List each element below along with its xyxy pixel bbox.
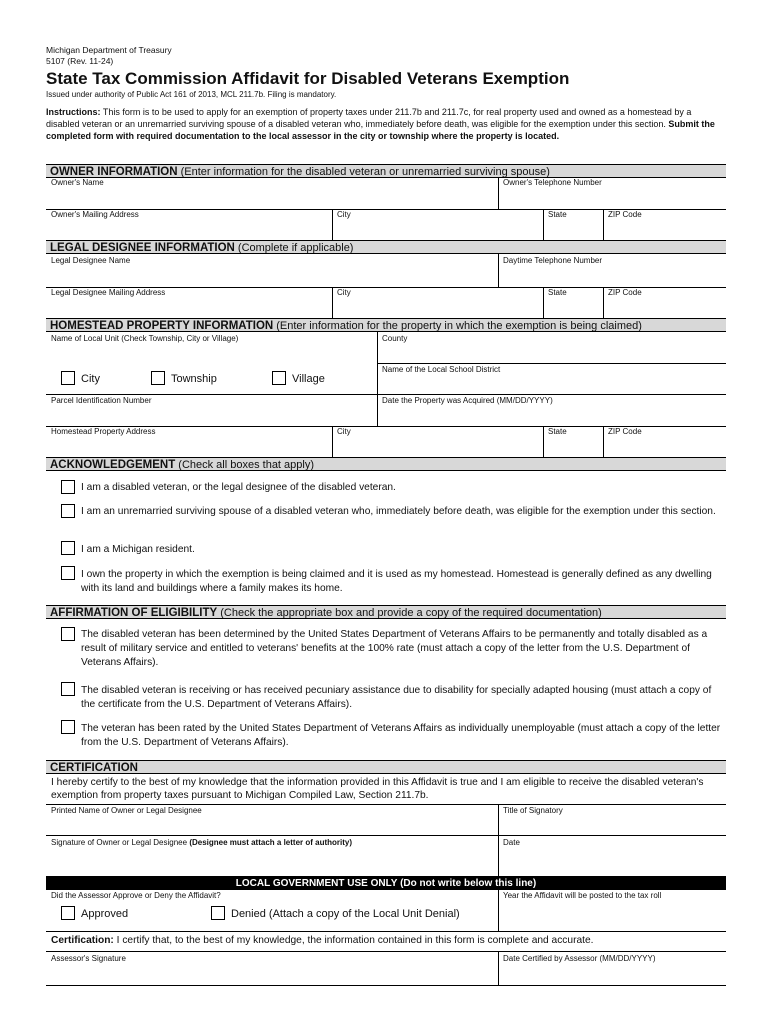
homestead-zip-label: ZIP Code <box>608 427 642 436</box>
agency-name: Michigan Department of Treasury <box>46 45 172 55</box>
designee-city-label: City <box>337 288 351 297</box>
school-district-label: Name of the Local School District <box>382 365 501 374</box>
printed-name-label: Printed Name of Owner or Legal Designee <box>51 806 202 815</box>
local-unit-label: Name of Local Unit (Check Township, City or Village) <box>51 334 239 343</box>
owner-city-label: City <box>337 210 351 219</box>
homestead-address-field[interactable] <box>46 437 332 456</box>
designee-phone-label: Daytime Telephone Number <box>503 256 603 265</box>
designee-section-header: LEGAL DESIGNEE INFORMATION (Complete if applicable) <box>46 240 726 254</box>
homestead-zip-field[interactable] <box>605 437 726 456</box>
owner-state-label: State <box>548 210 567 219</box>
school-district-field[interactable] <box>379 375 726 394</box>
homestead-state-field[interactable] <box>545 437 602 456</box>
designee-state-label: State <box>548 288 567 297</box>
printed-name-field[interactable] <box>46 816 498 834</box>
page-title: State Tax Commission Affidavit for Disabled Veterans Exemption <box>46 69 570 88</box>
owner-section-header: OWNER INFORMATION (Enter information for the disabled veteran or unremarried surviving spouse) <box>46 164 726 178</box>
date-certified-label: Date Certified by Assessor (MM/DD/YYYY) <box>503 954 656 963</box>
signature-label: Signature of Owner or Legal Designee (Designee must attach a letter of authority) <box>51 838 353 847</box>
city-checkbox[interactable] <box>61 371 75 385</box>
certification-text: I hereby certify to the best of my knowledge that the information provided in this Affidavit is true and I am eligible to receive the disabled veteran's exemption from property taxes pursuant to Michigan Compiled Law, Section 211.7b. <box>51 777 704 801</box>
affirm-checkbox-2[interactable] <box>61 682 75 696</box>
owner-name-label: Owner's Name <box>51 178 104 187</box>
designee-zip-field[interactable] <box>605 298 726 317</box>
assessor-certification: Certification: I certify that, to the best of my knowledge, the information contained in this form is complete and accurate. <box>51 935 594 946</box>
ack-item-2: I am an unremarried surviving spouse of a disabled veteran who, immediately before death, was eligible for the exemption under this section. <box>81 506 716 517</box>
year-posted-label: Year the Affidavit will be posted to the tax roll <box>503 891 662 900</box>
owner-phone-field[interactable] <box>500 188 726 208</box>
instructions <box>46 106 726 142</box>
title-signatory-field[interactable] <box>500 816 726 834</box>
ack-item-3: I am a Michigan resident. <box>81 544 195 555</box>
homestead-state-label: State <box>548 427 567 436</box>
owner-name-field[interactable] <box>46 188 498 208</box>
owner-city-field[interactable] <box>334 220 542 239</box>
instructions-text: This form is to be used to apply for an exemption of property taxes under 211.7b and 211.7c, for real property used and owned as a homestead by a disabled veteran or an unremarried surviving spouse of a disabled veteran who, immediately before death, was eligible for the exemption under this section. <box>46 107 692 129</box>
village-option-label: Village <box>292 373 325 385</box>
ack-item-1: I am a disabled veteran, or the legal designee of the disabled veteran. <box>81 482 396 493</box>
date-field[interactable] <box>500 848 726 875</box>
affirm-checkbox-3[interactable] <box>61 720 75 734</box>
affirm-checkbox-1[interactable] <box>61 627 75 641</box>
designee-zip-label: ZIP Code <box>608 288 642 297</box>
ack-checkbox-1[interactable] <box>61 480 75 494</box>
date-certified-field[interactable] <box>500 964 726 984</box>
township-checkbox[interactable] <box>151 371 165 385</box>
affirm-item-2: The disabled veteran is receiving or has received pecuniary assistance due to disability for specially adapted housing (must attach a copy of the certificate from the U.S. Department of Veterans Affairs). <box>81 685 712 710</box>
local-gov-header: LOCAL GOVERNMENT USE ONLY (Do not write below this line) <box>46 876 726 890</box>
parcel-label: Parcel Identification Number <box>51 396 152 405</box>
affirmation-section-header: AFFIRMATION OF ELIGIBILITY (Check the appropriate box and provide a copy of the required documentation) <box>46 605 726 619</box>
title-signatory-label: Title of Signatory <box>503 806 563 815</box>
approved-label: Approved <box>81 908 129 920</box>
designee-name-field[interactable] <box>46 266 498 286</box>
denied-checkbox[interactable] <box>211 906 225 920</box>
homestead-city-field[interactable] <box>334 437 542 456</box>
affirm-item-1: The disabled veteran has been determined by the United States Department of Veterans Affairs to be permanently and totally disabled as a result of military service and entitled to veterans' benefits at the 100% rate (must attach a copy of the letter from the U.S. Department of Veterans Affairs). <box>81 629 708 668</box>
designee-mailing-label: Legal Designee Mailing Address <box>51 288 166 297</box>
ack-item-4: I own the property in which the exemption is being claimed and it is used as my homestead. Homestead is generally defined as any dwelling with its land and buildings where a family makes its home. <box>81 569 712 594</box>
parcel-field[interactable] <box>46 406 376 425</box>
village-checkbox[interactable] <box>272 371 286 385</box>
ack-checkbox-3[interactable] <box>61 541 75 555</box>
county-field[interactable] <box>379 344 726 363</box>
owner-mailing-field[interactable] <box>46 220 332 239</box>
certification-section-header: CERTIFICATION <box>46 760 726 774</box>
signature-field[interactable] <box>46 848 498 875</box>
designee-city-field[interactable] <box>334 298 542 317</box>
county-label: County <box>382 334 408 343</box>
date-acquired-label: Date the Property was Acquired (MM/DD/YYYY) <box>382 396 553 405</box>
homestead-section-header: HOMESTEAD PROPERTY INFORMATION (Enter information for the property in which the exemption is being claimed) <box>46 318 726 332</box>
form-number: 5107 (Rev. 11-24) <box>46 56 114 66</box>
affirm-item-3: The veteran has been rated by the United States Department of Veterans Affairs as individually unemployable (must attach a copy of the letter from the U.S. Department of Veterans Affairs). <box>81 723 721 748</box>
homestead-address-label: Homestead Property Address <box>51 427 156 436</box>
instructions-bold: Submit the completed form with required documentation to the local assessor in the city or township where the property is located. <box>46 119 715 141</box>
date-acquired-field[interactable] <box>379 406 726 425</box>
city-option-label: City <box>81 373 100 385</box>
ack-checkbox-4[interactable] <box>61 566 75 580</box>
instructions-label: Instructions: <box>46 107 101 117</box>
assessor-signature-label: Assessor's Signature <box>51 954 126 963</box>
assessor-signature-field[interactable] <box>46 964 498 984</box>
approve-question-label: Did the Assessor Approve or Deny the Affidavit? <box>51 891 221 900</box>
owner-mailing-label: Owner's Mailing Address <box>51 210 139 219</box>
denied-label: Denied (Attach a copy of the Local Unit Denial) <box>231 908 460 920</box>
approved-checkbox[interactable] <box>61 906 75 920</box>
designee-phone-field[interactable] <box>500 266 726 286</box>
designee-name-label: Legal Designee Name <box>51 256 131 265</box>
owner-zip-field[interactable] <box>605 220 726 239</box>
designee-mailing-field[interactable] <box>46 298 332 317</box>
date-label: Date <box>503 838 520 847</box>
acknowledgement-section-header: ACKNOWLEDGEMENT (Check all boxes that apply) <box>46 457 726 471</box>
ack-checkbox-2[interactable] <box>61 504 75 518</box>
owner-zip-label: ZIP Code <box>608 210 642 219</box>
township-option-label: Township <box>171 373 217 385</box>
owner-phone-label: Owner's Telephone Number <box>503 178 602 187</box>
homestead-city-label: City <box>337 427 351 436</box>
year-posted-field[interactable] <box>500 902 726 931</box>
authority-note: Issued under authority of Public Act 161 of 2013, MCL 211.7b. Filing is mandatory. <box>46 90 337 99</box>
designee-state-field[interactable] <box>545 298 602 317</box>
owner-state-field[interactable] <box>545 220 602 239</box>
